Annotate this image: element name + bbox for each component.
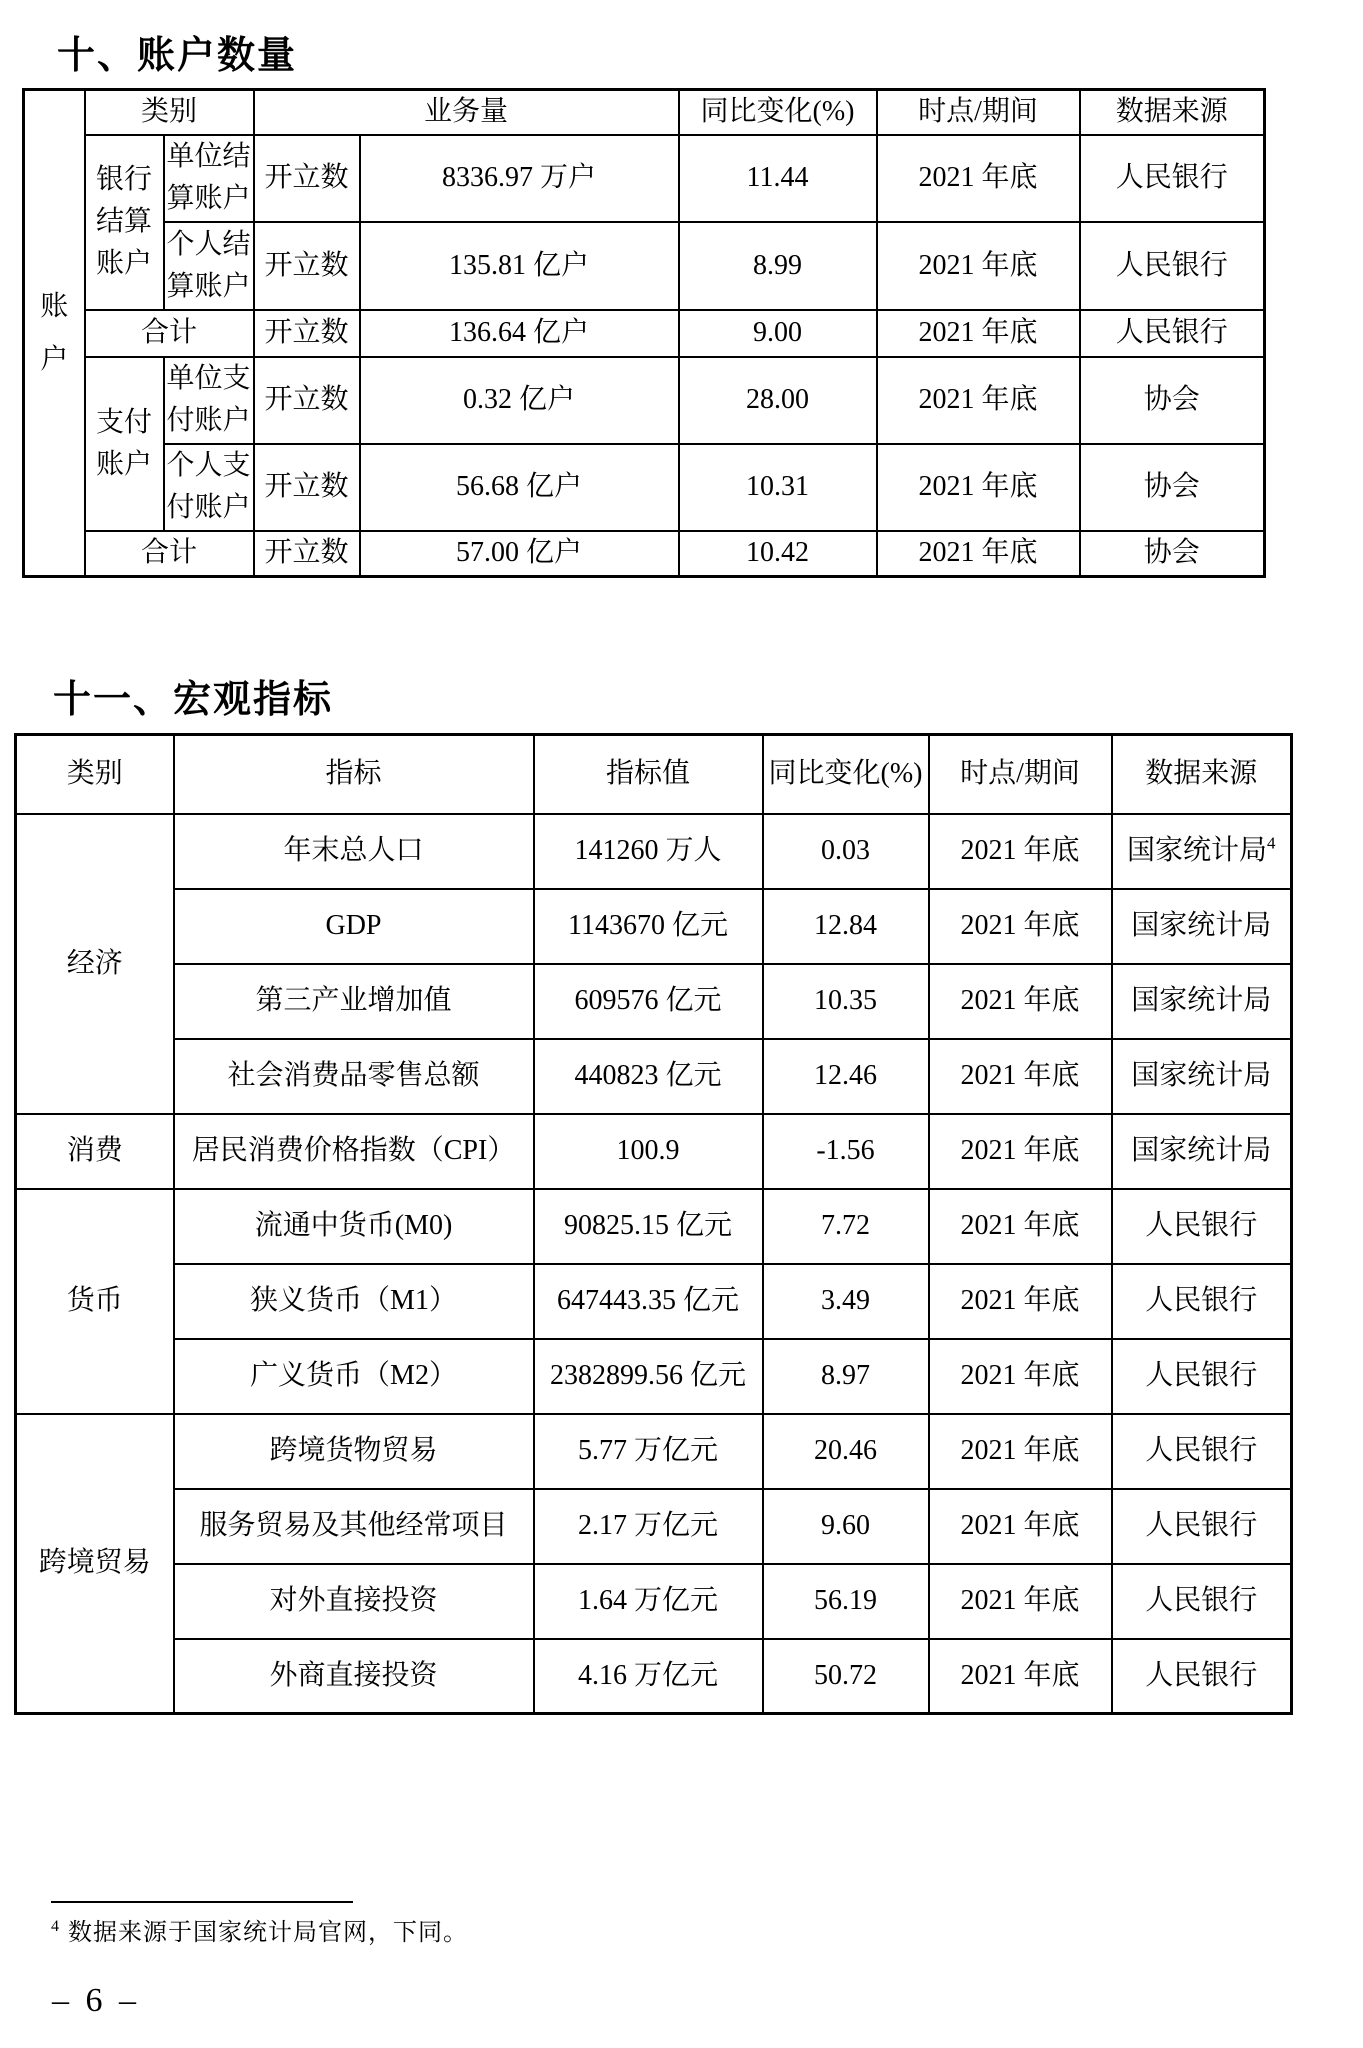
indicator-cell: GDP (174, 889, 534, 964)
source-cell: 协会 (1080, 531, 1265, 577)
period-cell: 2021 年底 (929, 1489, 1112, 1564)
period-cell: 2021 年底 (929, 1114, 1112, 1189)
yoy-cell: 20.46 (763, 1414, 929, 1489)
group-cell: 支付账户 (85, 357, 164, 531)
header-cell-source: 数据来源 (1080, 90, 1265, 135)
value-cell: 136.64 亿户 (360, 310, 679, 357)
metric-cell: 开立数 (254, 135, 360, 222)
source-cell: 人民银行 (1080, 222, 1265, 310)
indicator-cell: 对外直接投资 (174, 1564, 534, 1639)
group-cell: 经济 (16, 814, 174, 1114)
period-cell: 2021 年底 (929, 1039, 1112, 1114)
period-cell: 2021 年底 (877, 310, 1080, 357)
footnote-divider (51, 1901, 353, 1903)
yoy-cell: 3.49 (763, 1264, 929, 1339)
yoy-cell: 10.31 (679, 444, 877, 531)
header-cell-yoy: 同比变化(%) (763, 735, 929, 814)
value-cell: 100.9 (534, 1114, 763, 1189)
group-cell: 跨境贸易 (16, 1414, 174, 1714)
yoy-cell: 28.00 (679, 357, 877, 444)
macro-indicators-table (14, 733, 1293, 1715)
table-row (24, 444, 1265, 531)
source-label: 国家统计局 (1126, 835, 1267, 866)
value-cell: 4.16 万亿元 (534, 1639, 763, 1714)
item-cell: 单位支付账户 (164, 357, 254, 444)
value-cell: 57.00 亿户 (360, 531, 679, 577)
header-cell-value: 指标值 (534, 735, 763, 814)
yoy-cell: 8.97 (763, 1339, 929, 1414)
metric-cell: 开立数 (254, 222, 360, 310)
yoy-cell: 50.72 (763, 1639, 929, 1714)
source-cell: 人民银行 (1112, 1414, 1292, 1489)
source-cell (1112, 814, 1292, 889)
table-row (16, 1264, 1292, 1339)
value-cell: 1143670 亿元 (534, 889, 763, 964)
value-cell: 56.68 亿户 (360, 444, 679, 531)
yoy-cell: 8.99 (679, 222, 877, 310)
corner-cell-label: 账户 (40, 290, 69, 375)
period-cell: 2021 年底 (929, 1264, 1112, 1339)
period-cell: 2021 年底 (929, 814, 1112, 889)
footnote-text: 数据来源于国家统计局官网，下同。 (68, 1920, 468, 1946)
source-cell: 人民银行 (1080, 310, 1265, 357)
header-cell-category: 类别 (16, 735, 174, 814)
group-cell: 消费 (16, 1114, 174, 1189)
period-cell: 2021 年底 (929, 1414, 1112, 1489)
table-row (16, 1639, 1292, 1714)
footnote (51, 1912, 468, 1947)
source-cell: 人民银行 (1112, 1489, 1292, 1564)
value-cell: 8336.97 万户 (360, 135, 679, 222)
indicator-cell: 广义货币（M2） (174, 1339, 534, 1414)
source-cell: 国家统计局 (1112, 1114, 1292, 1189)
value-cell: 2382899.56 亿元 (534, 1339, 763, 1414)
indicator-cell: 流通中货币(M0) (174, 1189, 534, 1264)
indicator-cell: 第三产业增加值 (174, 964, 534, 1039)
value-cell: 1.64 万亿元 (534, 1564, 763, 1639)
yoy-cell: 9.00 (679, 310, 877, 357)
yoy-cell: 9.60 (763, 1489, 929, 1564)
period-cell: 2021 年底 (929, 1639, 1112, 1714)
item-cell: 个人结算账户 (164, 222, 254, 310)
table-row (16, 1489, 1292, 1564)
indicator-cell: 居民消费价格指数（CPI） (174, 1114, 534, 1189)
table-row (16, 1414, 1292, 1489)
table-row (16, 1039, 1292, 1114)
header-cell-period: 时点/期间 (877, 90, 1080, 135)
metric-cell: 开立数 (254, 357, 360, 444)
metric-cell: 开立数 (254, 444, 360, 531)
footnote-marker: 4 (51, 1918, 60, 1935)
value-cell: 141260 万人 (534, 814, 763, 889)
yoy-cell: 56.19 (763, 1564, 929, 1639)
source-cell: 人民银行 (1080, 135, 1265, 222)
yoy-cell: 11.44 (679, 135, 877, 222)
metric-cell: 开立数 (254, 310, 360, 357)
source-cell: 人民银行 (1112, 1339, 1292, 1414)
table-row (24, 310, 1265, 357)
source-cell: 国家统计局 (1112, 964, 1292, 1039)
header-cell-yoy: 同比变化(%) (679, 90, 877, 135)
source-cell: 协会 (1080, 357, 1265, 444)
value-cell: 135.81 亿户 (360, 222, 679, 310)
table-row (16, 889, 1292, 964)
account-quantity-table (22, 88, 1266, 578)
value-cell: 647443.35 亿元 (534, 1264, 763, 1339)
group-cell: 货币 (16, 1189, 174, 1414)
period-cell: 2021 年底 (877, 357, 1080, 444)
table-row (16, 1339, 1292, 1414)
indicator-cell: 跨境货物贸易 (174, 1414, 534, 1489)
table-row (24, 222, 1265, 310)
subtotal-cell: 合计 (85, 531, 254, 577)
yoy-cell: 10.35 (763, 964, 929, 1039)
table-row (16, 1189, 1292, 1264)
indicator-cell: 社会消费品零售总额 (174, 1039, 534, 1114)
page-number: – 6 – (52, 1982, 140, 2019)
indicator-cell: 年末总人口 (174, 814, 534, 889)
yoy-cell: 7.72 (763, 1189, 929, 1264)
header-cell-category: 类别 (85, 90, 254, 135)
yoy-cell: 10.42 (679, 531, 877, 577)
footnote-ref-superscript: 4 (1267, 833, 1276, 853)
subtotal-cell: 合计 (85, 310, 254, 357)
value-cell: 440823 亿元 (534, 1039, 763, 1114)
table-row (24, 135, 1265, 222)
group-cell: 银行结算账户 (85, 135, 164, 310)
source-cell: 人民银行 (1112, 1564, 1292, 1639)
table-row (24, 531, 1265, 577)
yoy-cell: -1.56 (763, 1114, 929, 1189)
header-cell-source: 数据来源 (1112, 735, 1292, 814)
value-cell: 2.17 万亿元 (534, 1489, 763, 1564)
source-cell: 人民银行 (1112, 1639, 1292, 1714)
corner-cell-account (24, 90, 85, 577)
period-cell: 2021 年底 (929, 964, 1112, 1039)
yoy-cell: 0.03 (763, 814, 929, 889)
period-cell: 2021 年底 (929, 1564, 1112, 1639)
period-cell: 2021 年底 (877, 135, 1080, 222)
section-title-accounts: 十、账户数量 (57, 35, 298, 77)
table-row (24, 357, 1265, 444)
header-cell-volume: 业务量 (254, 90, 679, 135)
period-cell: 2021 年底 (877, 222, 1080, 310)
indicator-cell: 服务贸易及其他经常项目 (174, 1489, 534, 1564)
yoy-cell: 12.84 (763, 889, 929, 964)
source-cell: 人民银行 (1112, 1264, 1292, 1339)
section-title-macro: 十一、宏观指标 (53, 679, 334, 721)
metric-cell: 开立数 (254, 531, 360, 577)
table-row (16, 1564, 1292, 1639)
item-cell: 个人支付账户 (164, 444, 254, 531)
item-cell: 单位结算账户 (164, 135, 254, 222)
header-cell-indicator: 指标 (174, 735, 534, 814)
table-row (16, 964, 1292, 1039)
yoy-cell: 12.46 (763, 1039, 929, 1114)
period-cell: 2021 年底 (929, 1189, 1112, 1264)
value-cell: 0.32 亿户 (360, 357, 679, 444)
indicator-cell: 狭义货币（M1） (174, 1264, 534, 1339)
value-cell: 609576 亿元 (534, 964, 763, 1039)
table-row (16, 814, 1292, 889)
source-cell: 国家统计局 (1112, 1039, 1292, 1114)
source-cell: 人民银行 (1112, 1189, 1292, 1264)
value-cell: 90825.15 亿元 (534, 1189, 763, 1264)
indicator-cell: 外商直接投资 (174, 1639, 534, 1714)
period-cell: 2021 年底 (929, 1339, 1112, 1414)
table-row (16, 1114, 1292, 1189)
period-cell: 2021 年底 (929, 889, 1112, 964)
header-cell-period: 时点/期间 (929, 735, 1112, 814)
period-cell: 2021 年底 (877, 444, 1080, 531)
value-cell: 5.77 万亿元 (534, 1414, 763, 1489)
period-cell: 2021 年底 (877, 531, 1080, 577)
source-cell: 协会 (1080, 444, 1265, 531)
source-cell: 国家统计局 (1112, 889, 1292, 964)
